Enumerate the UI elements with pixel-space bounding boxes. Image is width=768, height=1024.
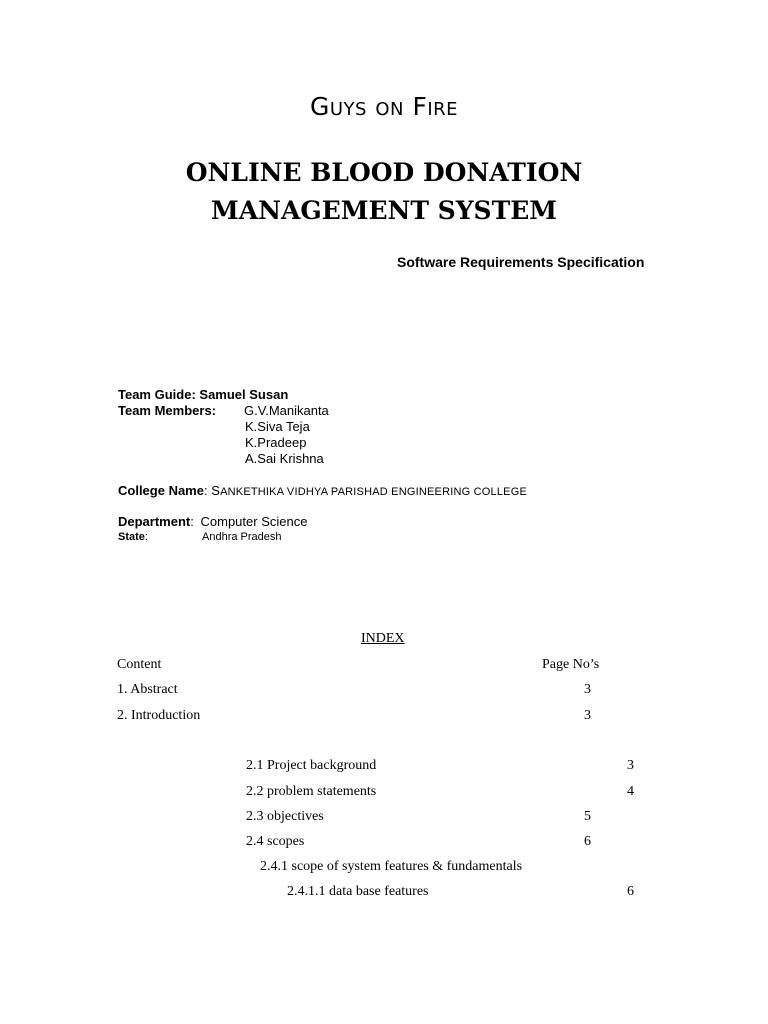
index-entry-page: 3: [584, 708, 591, 723]
team-member-4: A.Sai Krishna: [245, 451, 324, 466]
index-entry-text: 2.1 Project background: [246, 758, 377, 773]
document-title-line-1: ONLINE BLOOD DONATION: [185, 158, 583, 187]
team-guide-value: Samuel Susan: [199, 387, 289, 402]
state-label: State: [118, 531, 145, 543]
team-guide-label: Team Guide:: [118, 387, 196, 402]
team-member-3: K.Pradeep: [245, 435, 307, 450]
team-member-1: G.V.Manikanta: [244, 403, 329, 418]
team-name-heading: Guys on Fire: [309, 92, 459, 121]
college-label: College Name: [118, 483, 204, 498]
team-member-2: K.Siva Teja: [245, 419, 310, 434]
team-guide-line: [118, 387, 288, 402]
college-colon: :: [203, 483, 208, 498]
department-line: [118, 514, 307, 529]
state-value: Andhra Pradesh: [202, 531, 282, 543]
department-colon: :: [190, 514, 194, 529]
department-value: Computer Science: [200, 514, 308, 529]
index-entry-text: 2.2 problem statements: [246, 784, 377, 799]
index-entry-text: 2.4.1.1 data base features: [287, 884, 429, 899]
index-title: INDEX: [361, 631, 405, 646]
index-entry-page: 6: [584, 834, 591, 849]
index-entry-text: 2.3 objectives: [246, 809, 324, 824]
index-entry-text: 2. Introduction: [117, 708, 201, 723]
index-entry-text: 1. Abstract: [117, 682, 178, 697]
index-header-pages: Page No’s: [542, 657, 600, 672]
state-colon: :: [144, 531, 148, 543]
index-entry-page: 5: [584, 809, 591, 824]
document-subtitle: Software Requirements Specification: [397, 254, 645, 270]
team-members-label: Team Members:: [118, 403, 217, 418]
document-title-line-2: MANAGEMENT SYSTEM: [211, 196, 557, 225]
index-entry-page: 3: [584, 682, 591, 697]
college-line: [118, 483, 527, 498]
index-entry-page: 6: [627, 884, 634, 899]
index-entry-text: 2.4.1 scope of system features & fundamentals: [260, 859, 523, 874]
index-header-content: Content: [117, 657, 162, 672]
college-name: SANKETHIKA VIDHYA PARISHAD ENGINEERING COLLEGE: [211, 483, 528, 498]
state-line: [118, 531, 148, 543]
department-label: Department: [118, 514, 191, 529]
index-entry-page: 3: [627, 758, 634, 773]
index-entry-page: 4: [627, 784, 634, 799]
index-entry-text: 2.4 scopes: [246, 834, 305, 849]
